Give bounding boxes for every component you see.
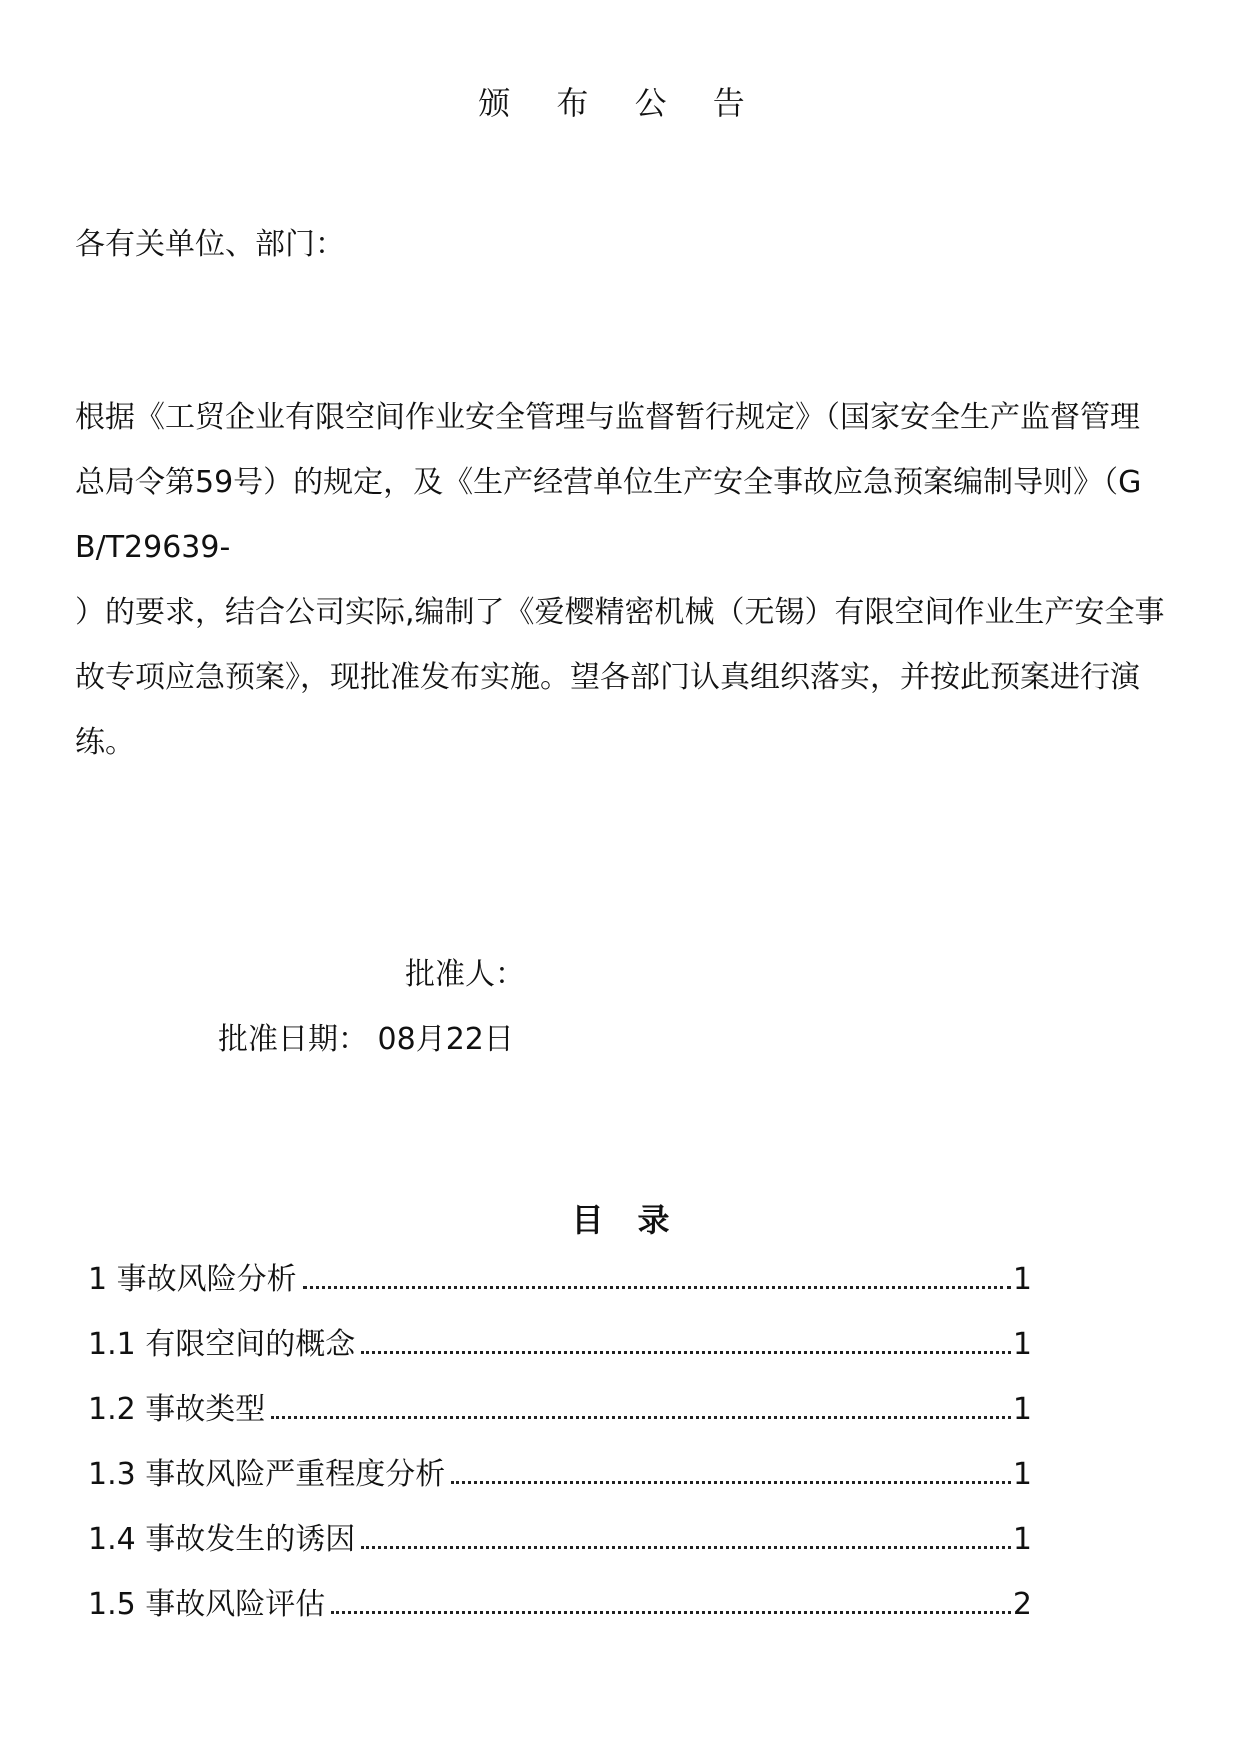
toc-entry[interactable]: [88, 1390, 1032, 1455]
toc-title: 目录: [571, 1201, 704, 1239]
toc-entry[interactable]: [88, 1455, 1032, 1520]
toc-entry-page: 2: [1012, 1587, 1032, 1622]
toc-leader-dots: [303, 1286, 1011, 1289]
approval-date-value: 08月22日: [377, 1022, 514, 1057]
approver-label: 批准人：: [405, 957, 525, 992]
toc-entry-page: 1: [1012, 1457, 1032, 1492]
table-of-contents: [88, 1260, 1032, 1650]
toc-entry-page: 1: [1012, 1262, 1032, 1297]
announcement-body: [75, 385, 1165, 775]
page-title: 颁 布 公 告: [478, 84, 763, 122]
approval-date-label: 批准日期：: [218, 1022, 368, 1057]
toc-entry-label: 1.4 事故发生的诱因: [88, 1522, 356, 1557]
toc-entry-page: 1: [1012, 1392, 1032, 1427]
toc-leader-dots: [331, 1611, 1011, 1614]
toc-entry-label: 1.3 事故风险严重程度分析: [88, 1457, 446, 1492]
salutation: 各有关单位、部门：: [75, 227, 345, 262]
body-line: 总局令第59号）的规定，及《生产经营单位生产安全事故应急预案编制导则》（G: [75, 465, 1142, 500]
toc-entry-label: 1.2 事故类型: [88, 1392, 266, 1427]
toc-leader-dots: [361, 1546, 1011, 1549]
toc-entry[interactable]: [88, 1325, 1032, 1390]
toc-leader-dots: [451, 1481, 1011, 1484]
toc-entry-page: 1: [1012, 1327, 1032, 1362]
body-line: 根据《工贸企业有限空间作业安全管理与监督暂行规定》（国家安全生产监督管理: [75, 400, 1140, 435]
toc-entry[interactable]: [88, 1260, 1032, 1325]
toc-entry-label: 1.1 有限空间的概念: [88, 1327, 356, 1362]
approval-date: [218, 1020, 514, 1060]
toc-entry[interactable]: [88, 1585, 1032, 1650]
body-line: ）的要求，结合公司实际,编制了《爱樱精密机械（无锡）有限空间作业生产安全事: [75, 595, 1165, 630]
body-line: 练。: [75, 725, 135, 760]
toc-entry-label: 1.5 事故风险评估: [88, 1587, 326, 1622]
toc-entry-page: 1: [1012, 1522, 1032, 1557]
toc-leader-dots: [361, 1351, 1011, 1354]
body-line: 故专项应急预案》，现批准发布实施。望各部门认真组织落实，并按此预案进行演: [75, 660, 1140, 695]
toc-entry[interactable]: [88, 1520, 1032, 1585]
toc-entry-label: 1 事故风险分析: [88, 1262, 297, 1297]
toc-leader-dots: [271, 1416, 1011, 1419]
body-line: B/T29639-: [75, 530, 231, 565]
